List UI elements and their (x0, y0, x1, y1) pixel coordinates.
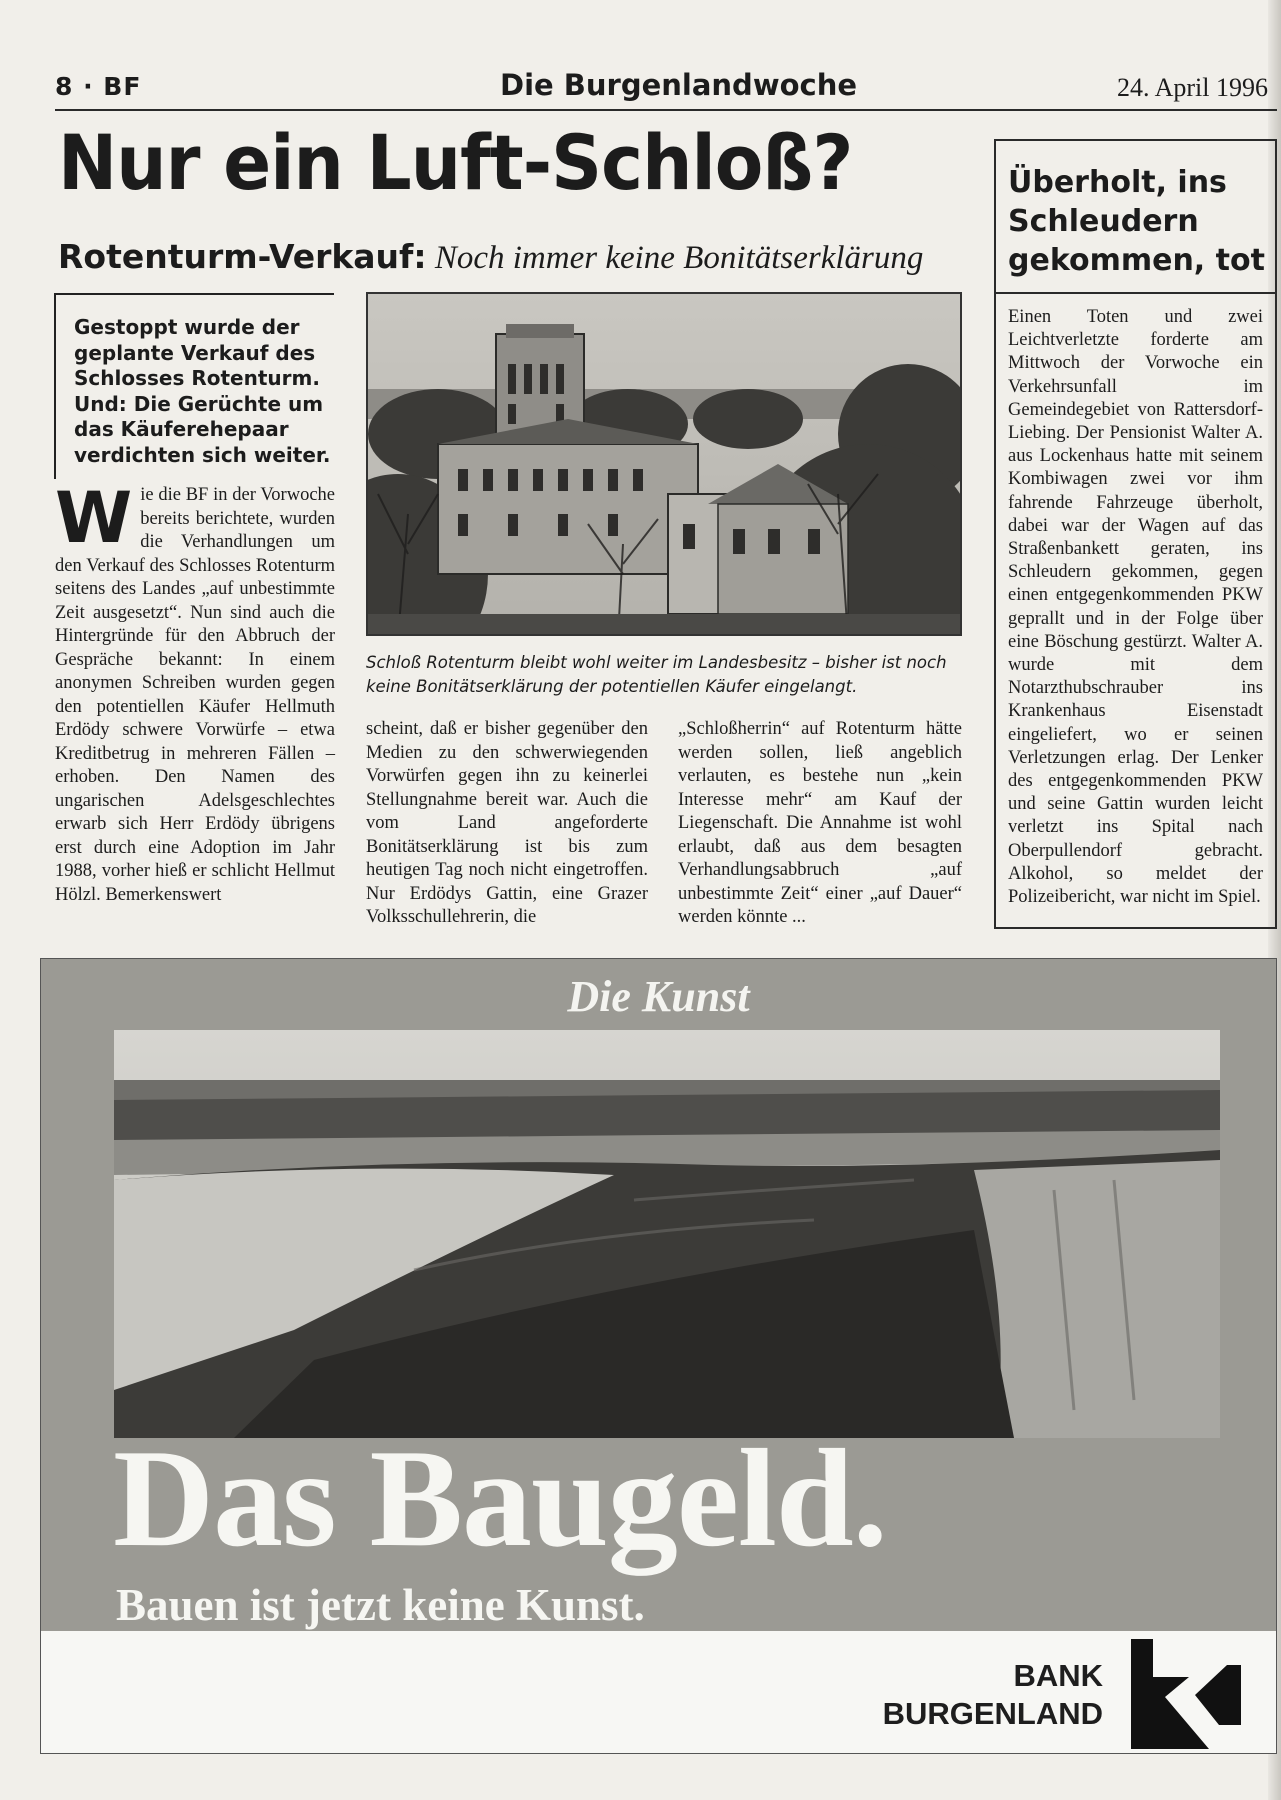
landscape-painting (114, 1030, 1220, 1438)
castle-photo (366, 292, 962, 636)
sidebar-headline: Überholt, ins Schleudern gekommen, tot (996, 163, 1275, 294)
bank-name (883, 1657, 1103, 1733)
issue-date: 24. April 1996 (1117, 73, 1268, 102)
bank-footer (41, 1631, 1277, 1754)
lead-text: Gestoppt wurde der geplante Verkauf des Schlosses Rotenturm. Und: Die Gerüchte um das Käuferehepaar verdichten sich weiter. (74, 315, 331, 467)
article-column-2 (366, 718, 648, 930)
ad-headline: Das Baugeld. (113, 1421, 887, 1576)
ad-kicker: Die Kunst (567, 972, 750, 1021)
castle-illustration (368, 294, 962, 636)
bank-name-line-2: BURGENLAND (882, 1696, 1103, 1731)
article-headline: Nur ein Luft-Schloß? (58, 118, 853, 207)
bank-logo-icon (1131, 1639, 1241, 1749)
header-rule (55, 109, 1277, 111)
ad-tagline: Bauen ist jetzt keine Kunst. (116, 1580, 645, 1630)
column-1-text: ie die BF in der Vorwoche bereits berichtete, wurden die Verhandlungen um den Verkauf des Schlosses Rotenturm seitens des Landes „auf unbestimmte Zeit ausgesetzt“. Nun sind auch die Hintergründe für den Abbruch der Gespräche bekannt: In einem anonymen Schreiben wurden gegen den potentiellen Käufer Hellmuth Erdödy schwere Vorwürfe – etwa Kreditbetrug in mehreren Fällen – erhoben. Den Namen des ungarischen Adelsgeschlechtes erwarb sich Herr Erdödy übrigens erst durch eine Adoption im Jahr 1988, vorher hieß er schlicht Hellmut Hölzl. Bemerkenswert (55, 485, 335, 905)
article-column-3 (678, 718, 962, 930)
page-number: 8 · BF (55, 72, 142, 101)
article-subhead (58, 237, 923, 277)
dropcap: W (55, 477, 133, 559)
landscape-illustration (114, 1030, 1220, 1438)
subhead-italic: Noch immer keine Bonitätserklärung (434, 240, 924, 276)
bank-advertisement (40, 958, 1277, 1754)
article-column-1 (55, 477, 335, 907)
bank-name-line-1: BANK (1013, 1658, 1103, 1693)
subhead-bold: Rotenturm-Verkauf: (58, 237, 427, 276)
photo-caption: Schloß Rotenturm bleibt wohl weiter im Landesbesitz – bisher ist noch keine Bonitätserklärung der potentiellen Käufer eingelangt. (366, 653, 947, 696)
sidebar-news-box (994, 139, 1277, 929)
column-2-text: scheint, daß er bisher gegenüber den Medien zu den schwerwiegenden Vorwürfen gegen ihn zu keinerlei Stellungnahme bereit war. Auch die vom Land angeforderte Bonitätserklärung ist bis zum heutigen Tag noch nicht eingetroffen. Nur Erdödys Gattin, eine Grazer Volksschullehrerin, die (366, 719, 648, 927)
column-3-text: „Schloßherrin“ auf Rotenturm hätte werden sollen, ließ angeblich verlauten, es bestehe nun „kein Interesse mehr“ am Kauf der Liegenschaft. Die Annahme ist wohl erlaubt, daß aus dem besagten Verhandlungsabbruch „auf unbestimmte Zeit“ einer „auf Dauer“ werden könnte ... (678, 719, 962, 927)
publication-title: Die Burgenlandwoche (500, 68, 858, 102)
lead-box (54, 293, 334, 479)
sidebar-text: Einen Toten und zwei Leichtverletzte forderte am Mittwoch der Vorwoche ein Verkehrsunfall im Gemeindegebiet von Rattersdorf-Liebing. Der Pensionist Walter A. aus Lockenhaus hatte mit seinem Kombiwagen zwei vor ihm fahrende Fahrzeuge überholt, dabei war der Wagen auf das Straßenbankett geraten, ins Schleudern gekommen, gegen einen entgegenkommenden PKW geprallt und in der Folge über eine Böschung gestürzt. Walter A. wurde mit dem Notarzthubschrauber ins Krankenhaus Eisenstadt eingeliefert, wo er seinen Verletzungen erlag. Der Lenker des entgegenkommenden PKW und seine Gattin wurden leicht verletzt ins Spital nach Oberpullendorf gebracht. Alkohol, so meldet der Polizeibericht, war nicht im Spiel. (1008, 307, 1263, 908)
